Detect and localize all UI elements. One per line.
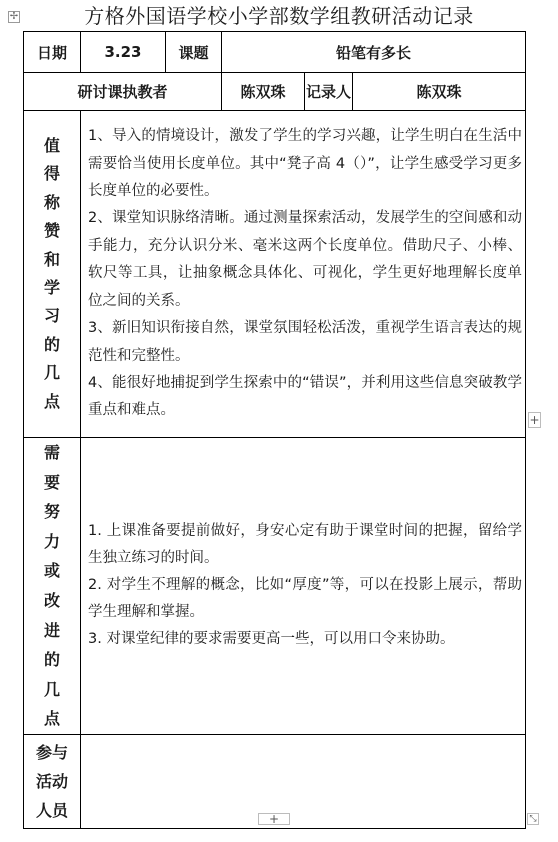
merits-paragraph: 2、课堂知识脉络清晰。通过测量探索活动，发展学生的空间感和动手能力，充分认识分米、毫米这两个长度单位。借助尺子、小棒、软尺等工具，让抽象概念具体化、可视化，学生更好地理解长度单位之间的关系。 (88, 210, 523, 309)
record-table (23, 31, 526, 829)
plus-icon: + (529, 413, 540, 427)
move-icon: ✢ (9, 11, 19, 22)
teacher-label: 研讨课执教者 (24, 73, 222, 111)
improvements-paragraph: 2. 对学生不理解的概念，比如“厚度”等，可以在投影上展示，帮助学生理解和掌握。 (88, 577, 523, 621)
participants-label: 参与 活动 人员 (35, 742, 68, 820)
resize-icon: ⤡ (529, 814, 537, 824)
recorder-value[interactable]: 陈双珠 (353, 73, 526, 111)
merits-label-cell (24, 111, 81, 438)
add-row-button[interactable] (258, 813, 290, 825)
improvements-paragraph: 1. 上课准备要提前做好，身安心定有助于课堂时间的把握，留给学生独立练习的时间。 (88, 523, 523, 567)
improvements-label: 需 要 努 力 或 改 进 的 几 点 (44, 443, 61, 729)
merits-paragraph: 3、新旧知识衔接自然，课堂氛围轻松活泼，重视学生语言表达的规范性和完整性。 (88, 320, 523, 364)
merits-paragraph: 4、能很好地捕捉到学生探索中的“错误”，并利用这些信息突破教学重点和难点。 (88, 374, 523, 419)
table-row (24, 73, 526, 111)
improvements-label-cell (24, 438, 81, 735)
participants-label-cell (24, 734, 81, 828)
topic-label: 课题 (166, 32, 222, 73)
plus-icon: + (268, 812, 280, 826)
improvements-content[interactable] (81, 438, 526, 735)
topic-value[interactable]: 铅笔有多长 (222, 32, 526, 73)
table-row (24, 111, 526, 438)
merits-paragraph: 1、导入的情境设计，激发了学生的学习兴趣，让学生明白在生活中需要恰当使用长度单位。其中“凳子高 4（）”，让学生感受学习更多长度单位的必要性。 (88, 128, 523, 200)
add-column-button[interactable] (528, 412, 541, 428)
table-row (24, 32, 526, 73)
table-row (24, 438, 526, 735)
merits-label: 值 得 称 赞 和 学 习 的 几 点 (44, 135, 61, 411)
teacher-value[interactable]: 陈双珠 (222, 73, 305, 111)
date-label: 日期 (24, 32, 81, 73)
page-title: 方格外国语学校小学部数学组教研活动记录 (84, 4, 474, 28)
recorder-label: 记录人 (305, 73, 353, 111)
table-resize-handle[interactable] (527, 813, 539, 825)
improvements-paragraph: 3. 对课堂纪律的要求需要更高一些，可以用口令来协助。 (88, 631, 455, 648)
date-value[interactable]: 3.23 (81, 32, 166, 73)
participants-content[interactable] (81, 734, 526, 828)
merits-content[interactable] (81, 111, 526, 438)
